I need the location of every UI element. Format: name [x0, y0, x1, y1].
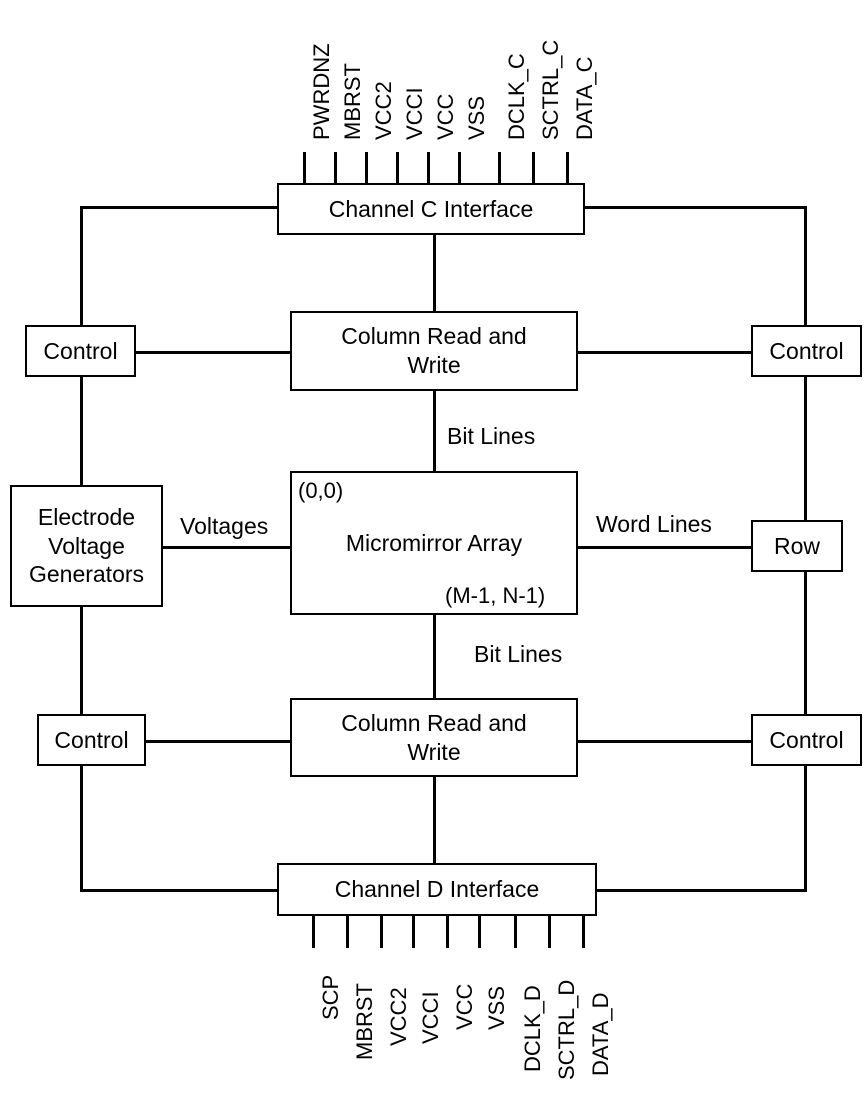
bottom-pin-label-sctrl-d: SCTRL_D [554, 979, 579, 1080]
bottom-pin-stub-1 [312, 916, 315, 948]
block-electrode-label-line2: Voltage [48, 532, 125, 559]
top-pin-label-sctrl-c: SCTRL_C [538, 39, 563, 140]
bottom-pin-label-vcci: VCCI [418, 991, 443, 1044]
bottom-pin-stub-7 [514, 916, 517, 948]
bottom-pin-label-dclk-d: DCLK_D [520, 985, 545, 1072]
block-electrode-label-line3: Generators [28, 561, 145, 588]
top-pin-label-pwrdnz: PWRDNZ [309, 43, 334, 140]
bottom-pin-stub-3 [380, 916, 383, 948]
top-pin-stub-3 [365, 152, 368, 184]
top-pin-stub-8 [532, 152, 535, 184]
block-control-top-left[interactable] [25, 325, 136, 377]
edge-label-bit-lines-top: Bit Lines [443, 423, 539, 450]
wire-wordlines [578, 546, 751, 549]
block-column-read-write-top-label-line1: Column Read and [341, 323, 527, 350]
top-pin-label-vcci: VCCI [402, 87, 427, 140]
block-electrode-voltage-generators[interactable] [10, 485, 163, 607]
top-pin-stub-9 [566, 152, 569, 184]
array-coordinate-bottom-right: (M-1, N-1) [445, 583, 546, 608]
bottom-pin-stub-5 [446, 916, 449, 948]
wire-channeld-right [597, 889, 807, 892]
bottom-pin-label-data-d: DATA_D [588, 992, 613, 1076]
edge-label-voltages: Voltages [176, 513, 272, 540]
block-column-read-write-top[interactable] [290, 311, 578, 391]
block-column-read-write-bottom-label-line2: Write [407, 738, 461, 765]
top-pin-stub-7 [498, 152, 501, 184]
top-pin-label-data-c: DATA_C [572, 56, 597, 140]
block-row[interactable] [751, 520, 843, 572]
block-control-bottom-left[interactable] [37, 714, 146, 766]
top-pin-label-vcc: VCC [433, 93, 458, 140]
block-row-label: Row [773, 532, 820, 559]
block-channel-d-interface-label: Channel D Interface [334, 876, 540, 903]
block-channel-c-interface[interactable] [277, 183, 585, 235]
block-control-top-right[interactable] [751, 325, 862, 377]
wire-voltages [163, 546, 290, 549]
bottom-pin-label-vcc: VCC [452, 983, 477, 1030]
top-pin-stub-2 [334, 152, 337, 184]
wire-column-to-control-tr [578, 351, 751, 354]
wire-control-bl-to-column [146, 740, 290, 743]
bottom-pin-label-vcc2: VCC2 [386, 987, 411, 1046]
wire-column-bottom-to-channeld [433, 777, 436, 863]
top-pin-label-vcc2: VCC2 [371, 81, 396, 140]
block-channel-c-interface-label: Channel C Interface [328, 195, 534, 222]
bottom-pin-stub-8 [548, 916, 551, 948]
block-control-bottom-right[interactable] [751, 714, 862, 766]
block-channel-d-interface[interactable] [277, 863, 597, 916]
wire-column-to-control-br [578, 740, 751, 743]
bottom-pin-stub-2 [346, 916, 349, 948]
block-column-read-write-bottom-label-line1: Column Read and [341, 709, 527, 736]
bottom-pin-label-scp: SCP [318, 974, 343, 1020]
top-pin-stub-6 [458, 152, 461, 184]
wire-bitlines-top [433, 391, 436, 471]
block-column-read-write-top-label-line2: Write [407, 352, 461, 378]
wire-bitlines-bottom [433, 615, 436, 698]
edge-label-bit-lines-bottom: Bit Lines [470, 641, 566, 668]
top-pin-stub-5 [427, 152, 430, 184]
top-pin-label-dclk-c: DCLK_C [504, 53, 529, 140]
edge-label-word-lines: Word Lines [592, 511, 716, 538]
block-control-top-left-label: Control [43, 337, 118, 364]
wire-channeld-left [80, 889, 277, 892]
bottom-pin-stub-4 [412, 916, 415, 948]
bottom-pin-label-mbrst: MBRST [352, 983, 377, 1060]
bottom-pin-label-vss: VSS [484, 985, 509, 1030]
block-control-top-right-label: Control [769, 337, 844, 364]
wire-channelc-left [80, 206, 277, 209]
top-pin-label-mbrst: MBRST [340, 63, 365, 140]
wire-channelc-right [585, 206, 807, 209]
wire-right-vertical-main [804, 206, 807, 742]
block-micromirror-array-label: Micromirror Array [345, 529, 523, 556]
block-electrode-label-line1: Electrode [37, 503, 136, 530]
top-pin-stub-1 [303, 152, 306, 184]
array-coordinate-top-left: (0,0) [298, 478, 344, 503]
bottom-pin-stub-6 [478, 916, 481, 948]
block-column-read-write-bottom[interactable] [290, 698, 578, 777]
block-control-bottom-right-label: Control [769, 726, 844, 753]
block-control-bottom-left-label: Control [54, 726, 129, 753]
wire-control-tl-to-column [136, 351, 290, 354]
wire-channelc-to-column-top [433, 235, 436, 311]
top-pin-stub-4 [396, 152, 399, 184]
top-pin-label-vss: VSS [464, 95, 489, 140]
bottom-pin-stub-9 [582, 916, 585, 948]
